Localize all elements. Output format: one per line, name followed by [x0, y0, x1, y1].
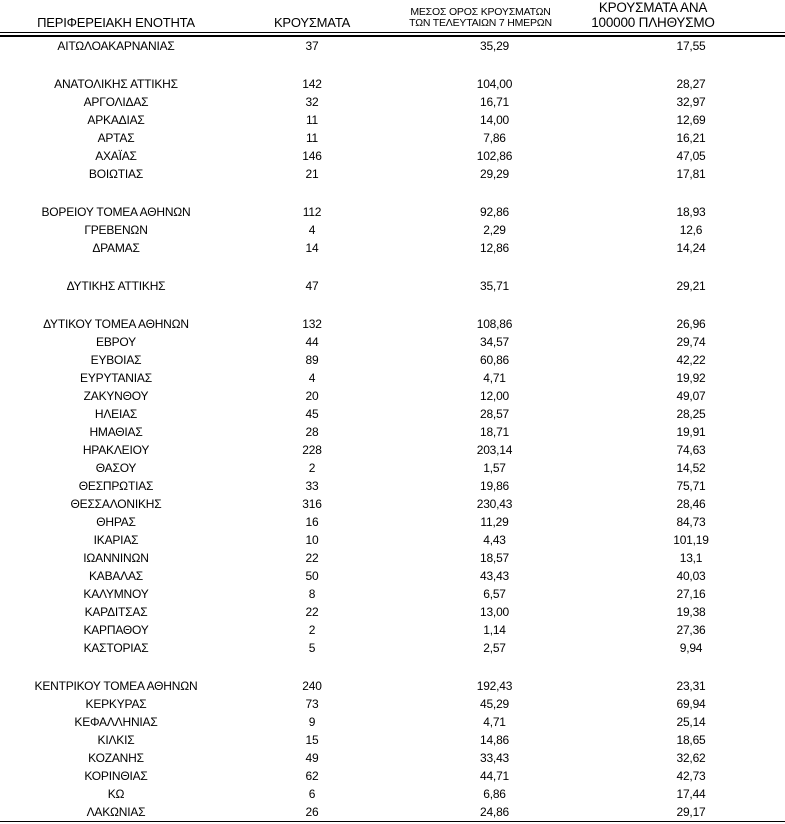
- avg7day-cell: 92,86: [479, 205, 510, 220]
- region-cell: ΚΕΝΤΡΙΚΟΥ ΤΟΜΕΑ ΑΘΗΝΩΝ: [34, 679, 198, 694]
- region-cell: ΚΑΡΠΑΘΟΥ: [83, 623, 149, 638]
- table-row: [0, 423, 785, 441]
- region-cell: ΔΥΤΙΚΗΣ ΑΤΤΙΚΗΣ: [66, 279, 166, 294]
- avg7day-cell: 1,14: [483, 623, 506, 638]
- cases-cell: 2: [308, 461, 316, 476]
- region-cell: ΚΟΖΑΝΗΣ: [88, 751, 144, 766]
- blank-group-separator-row: [0, 657, 785, 677]
- table-row: [0, 749, 785, 767]
- region-cell: ΑΡΚΑΔΙΑΣ: [87, 113, 145, 128]
- avg7day-cell: 230,43: [476, 497, 513, 512]
- per100k-cell: 14,52: [676, 461, 706, 476]
- table-row: [0, 203, 785, 221]
- per100k-cell: 101,19: [673, 533, 709, 548]
- table-row: [0, 549, 785, 567]
- region-cell: ΑΡΤΑΣ: [97, 131, 135, 146]
- cases-cell: 240: [302, 679, 322, 694]
- table-row: [0, 405, 785, 423]
- region-cell: ΙΚΑΡΙΑΣ: [93, 533, 139, 548]
- per100k-cell: 29,17: [676, 805, 706, 820]
- table-row: [0, 221, 785, 239]
- table-row: [0, 677, 785, 695]
- cases-cell: 228: [302, 443, 322, 458]
- table-row: [0, 37, 785, 55]
- region-cell: ΚΩ: [107, 787, 125, 802]
- cases-cell: 14: [305, 241, 319, 256]
- avg7day-cell: 7,86: [483, 131, 506, 146]
- blank-group-separator-row: [0, 55, 785, 75]
- cases-cell: 146: [302, 149, 322, 164]
- avg7day-cell: 18,57: [479, 551, 510, 566]
- table-row: [0, 477, 785, 495]
- cases-cell: 73: [305, 697, 319, 712]
- avg7day-cell: 104,00: [476, 77, 513, 92]
- per100k-cell: 13,1: [679, 551, 703, 566]
- per100k-cell: 25,14: [676, 715, 706, 730]
- table-row: [0, 111, 785, 129]
- per100k-cell: 69,94: [676, 697, 706, 712]
- blank-group-separator-row: [0, 295, 785, 315]
- avg7day-cell: 60,86: [479, 353, 510, 368]
- avg7day-cell: 44,71: [479, 769, 510, 784]
- cases-cell: 89: [305, 353, 319, 368]
- per100k-cell: 19,91: [676, 425, 706, 440]
- per100k-cell: 27,16: [676, 587, 706, 602]
- cases-cell: 32: [305, 95, 319, 110]
- table-row: [0, 333, 785, 351]
- cases-cell: 4: [308, 223, 316, 238]
- table-row: [0, 531, 785, 549]
- table-row: [0, 369, 785, 387]
- cases-cell: 62: [305, 769, 319, 784]
- avg7day-cell: 24,86: [479, 805, 510, 820]
- avg7day-cell: 192,43: [476, 679, 513, 694]
- cases-cell: 2: [308, 623, 316, 638]
- avg7day-cell: 43,43: [479, 569, 510, 584]
- cases-cell: 22: [305, 605, 319, 620]
- per100k-cell: 19,38: [676, 605, 706, 620]
- avg7day-cell: 203,14: [476, 443, 513, 458]
- cases-cell: 142: [302, 77, 322, 92]
- avg7day-cell: 14,00: [479, 113, 510, 128]
- region-cell: ΘΗΡΑΣ: [96, 515, 136, 530]
- region-cell: ΘΕΣΠΡΩΤΙΑΣ: [78, 479, 154, 494]
- cases-cell: 50: [305, 569, 319, 584]
- avg7day-cell: 45,29: [479, 697, 510, 712]
- per100k-cell: 40,03: [676, 569, 706, 584]
- avg7day-cell: 35,29: [479, 39, 510, 54]
- avg7day-cell: 11,29: [480, 515, 509, 530]
- cases-cell: 45: [305, 407, 319, 422]
- table-row: [0, 129, 785, 147]
- region-cell: ΑΝΑΤΟΛΙΚΗΣ ΑΤΤΙΚΗΣ: [54, 77, 178, 92]
- blank-group-separator-row: [0, 183, 785, 203]
- per100k-cell: 27,36: [676, 623, 706, 638]
- cases-cell: 5: [308, 641, 316, 656]
- table-row: [0, 785, 785, 803]
- avg7day-cell: 2,29: [483, 223, 506, 238]
- per100k-cell: 17,81: [676, 167, 706, 182]
- table-row: [0, 731, 785, 749]
- per100k-cell: 42,73: [676, 769, 706, 784]
- cases-cell: 26: [305, 805, 319, 820]
- table-row: [0, 513, 785, 531]
- per100k-cell: 84,73: [676, 515, 706, 530]
- cases-cell: 47: [305, 279, 319, 294]
- region-cell: ΘΕΣΣΑΛΟΝΙΚΗΣ: [70, 497, 162, 512]
- per100k-cell: 19,92: [676, 371, 706, 386]
- per100k-cell: 26,96: [676, 317, 706, 332]
- column-header-7day-average: ΜΕΣΟΣ ΟΡΟΣ ΚΡΟΥΣΜΑΤΩΝ ΤΩΝ ΤΕΛΕΥΤΑΙΩΝ 7 ΗΜΕΡΩΝ: [409, 5, 552, 30]
- per100k-cell: 29,74: [676, 335, 706, 350]
- cases-cell: 112: [302, 205, 322, 220]
- cases-cell: 8: [308, 587, 316, 602]
- table-row: [0, 695, 785, 713]
- per100k-cell: 47,05: [676, 149, 706, 164]
- per100k-cell: 32,97: [676, 95, 706, 110]
- table-row: [0, 165, 785, 183]
- cases-cell: 6: [308, 787, 316, 802]
- cases-cell: 16: [305, 515, 319, 530]
- cases-cell: 37: [305, 39, 319, 54]
- table-row: [0, 277, 785, 295]
- avg7day-cell: 28,57: [479, 407, 510, 422]
- cases-cell: 21: [305, 167, 319, 182]
- per100k-cell: 12,69: [676, 113, 706, 128]
- cases-cell: 11: [305, 131, 319, 146]
- region-cell: ΕΒΡΟΥ: [96, 335, 136, 350]
- table-row: [0, 567, 785, 585]
- avg7day-cell: 108,86: [476, 317, 513, 332]
- avg7day-cell: 29,29: [479, 167, 510, 182]
- region-cell: ΔΥΤΙΚΟΥ ΤΟΜΕΑ ΑΘΗΝΩΝ: [43, 317, 189, 332]
- region-cell: ΚΑΡΔΙΤΣΑΣ: [84, 605, 148, 620]
- per100k-cell: 32,62: [676, 751, 706, 766]
- table-row: [0, 239, 785, 257]
- cases-cell: 22: [305, 551, 319, 566]
- table-row: [0, 603, 785, 621]
- per100k-cell: 75,71: [676, 479, 706, 494]
- region-cell: ΑΡΓΟΛΙΔΑΣ: [83, 95, 149, 110]
- cases-cell: 4: [308, 371, 316, 386]
- cases-cell: 9: [308, 715, 316, 730]
- avg7day-cell: 4,43: [483, 533, 506, 548]
- per100k-cell: 18,65: [676, 733, 706, 748]
- table-row: [0, 75, 785, 93]
- table-row: [0, 441, 785, 459]
- per100k-cell: 9,94: [679, 641, 703, 656]
- cases-cell: 28: [305, 425, 319, 440]
- region-cell: ΗΛΕΙΑΣ: [94, 407, 138, 422]
- region-cell: ΚΕΦΑΛΛΗΝΙΑΣ: [74, 715, 158, 730]
- region-cell: ΑΙΤΩΛΟΑΚΑΡΝΑΝΙΑΣ: [57, 39, 175, 54]
- per100k-cell: 74,63: [676, 443, 706, 458]
- avg7day-cell: 12,86: [479, 241, 510, 256]
- region-cell: ΒΟΡΕΙΟΥ ΤΟΜΕΑ ΑΘΗΝΩΝ: [41, 205, 191, 220]
- per100k-cell: 29,21: [676, 279, 706, 294]
- per100k-cell: 49,07: [676, 389, 706, 404]
- avg7day-cell: 6,86: [483, 787, 506, 802]
- table-row: [0, 495, 785, 513]
- per100k-cell: 18,93: [676, 205, 706, 220]
- avg7day-cell: 18,71: [479, 425, 510, 440]
- cases-cell: 44: [305, 335, 319, 350]
- column-header-cases-per-100000: ΚΡΟΥΣΜΑΤΑ ΑΝΑ 100000 ΠΛΗΘΥΣΜΟ: [591, 0, 715, 31]
- per100k-cell: 28,27: [676, 77, 706, 92]
- table-row: [0, 803, 785, 821]
- per100k-cell: 17,55: [676, 39, 706, 54]
- per100k-cell: 28,25: [676, 407, 706, 422]
- cases-cell: 33: [305, 479, 319, 494]
- table-header-row: [0, 0, 785, 32]
- region-cell: ΚΑΒΑΛΑΣ: [88, 569, 144, 584]
- region-cell: ΚΑΛΥΜΝΟΥ: [83, 587, 149, 602]
- region-cell: ΘΑΣΟΥ: [95, 461, 137, 476]
- table-row: [0, 767, 785, 785]
- region-cell: ΔΡΑΜΑΣ: [92, 241, 140, 256]
- column-header-cases: ΚΡΟΥΣΜΑΤΑ: [273, 14, 351, 30]
- avg7day-cell: 33,43: [479, 751, 510, 766]
- per100k-cell: 17,44: [676, 787, 706, 802]
- cases-cell: 20: [305, 389, 319, 404]
- table-row: [0, 459, 785, 477]
- per100k-cell: 16,21: [676, 131, 706, 146]
- region-cell: ΚΙΛΚΙΣ: [97, 733, 135, 748]
- column-header-regional-unit: ΠΕΡΙΦΕΡΕΙΑΚΗ ΕΝΟΤΗΤΑ: [37, 14, 195, 30]
- table-row: [0, 585, 785, 603]
- cases-cell: 132: [302, 317, 322, 332]
- region-cell: ΓΡΕΒΕΝΩΝ: [84, 223, 148, 238]
- cases-cell: 49: [305, 751, 319, 766]
- avg7day-cell: 14,86: [479, 733, 510, 748]
- table-body: [0, 37, 785, 821]
- per100k-cell: 14,24: [676, 241, 706, 256]
- region-cell: ΗΡΑΚΛΕΙΟΥ: [82, 443, 150, 458]
- region-cell: ΕΥΡΥΤΑΝΙΑΣ: [80, 371, 152, 386]
- table-row: [0, 713, 785, 731]
- per100k-cell: 28,46: [676, 497, 706, 512]
- avg7day-cell: 4,71: [483, 715, 506, 730]
- cases-cell: 15: [305, 733, 319, 748]
- region-cell: ΙΩΑΝΝΙΝΩΝ: [83, 551, 149, 566]
- table-row: [0, 315, 785, 333]
- per100k-cell: 12,6: [679, 223, 703, 238]
- cases-cell: 316: [302, 497, 322, 512]
- avg7day-cell: 6,57: [483, 587, 506, 602]
- region-cell: ΒΟΙΩΤΙΑΣ: [88, 167, 144, 182]
- cases-cell: 10: [305, 533, 319, 548]
- region-cell: ΚΟΡΙΝΘΙΑΣ: [84, 769, 148, 784]
- avg7day-cell: 102,86: [476, 149, 513, 164]
- avg7day-cell: 16,71: [479, 95, 510, 110]
- blank-group-separator-row: [0, 257, 785, 277]
- region-cell: ΛΑΚΩΝΙΑΣ: [86, 805, 146, 820]
- avg7day-cell: 12,00: [479, 389, 510, 404]
- avg7day-cell: 1,57: [483, 461, 506, 476]
- table-row: [0, 387, 785, 405]
- region-cell: ΖΑΚΥΝΘΟΥ: [83, 389, 149, 404]
- avg7day-cell: 35,71: [479, 279, 510, 294]
- region-cell: ΗΜΑΘΙΑΣ: [89, 425, 143, 440]
- cases-cell: 11: [305, 113, 319, 128]
- region-cell: ΚΑΣΤΟΡΙΑΣ: [83, 641, 149, 656]
- avg7day-cell: 13,00: [479, 605, 510, 620]
- region-cell: ΚΕΡΚΥΡΑΣ: [85, 697, 147, 712]
- table-row: [0, 639, 785, 657]
- table-row: [0, 351, 785, 369]
- per100k-cell: 23,31: [676, 679, 706, 694]
- avg7day-cell: 4,71: [483, 371, 506, 386]
- region-cell: ΕΥΒΟΙΑΣ: [90, 353, 142, 368]
- region-cell: ΑΧΑΪΑΣ: [95, 149, 137, 164]
- table-row: [0, 147, 785, 165]
- table-row: [0, 621, 785, 639]
- avg7day-cell: 34,57: [479, 335, 510, 350]
- table-row: [0, 93, 785, 111]
- per100k-cell: 42,22: [676, 353, 706, 368]
- avg7day-cell: 19,86: [479, 479, 510, 494]
- avg7day-cell: 2,57: [483, 641, 506, 656]
